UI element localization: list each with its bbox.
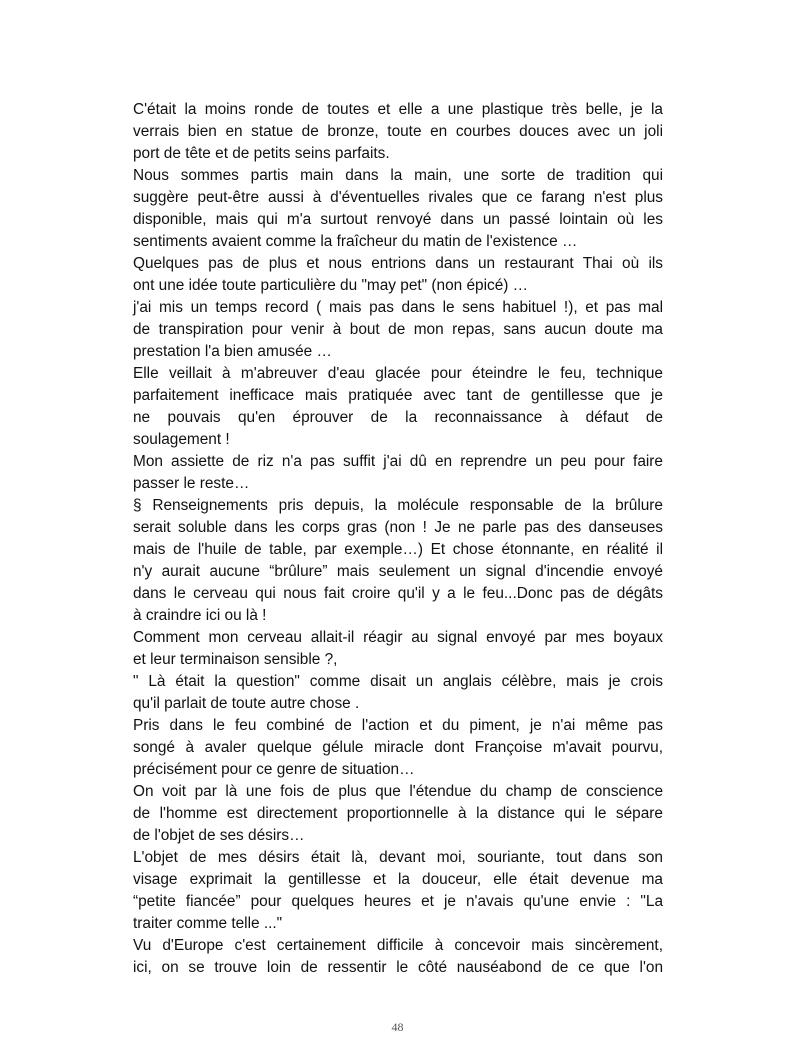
text-line: Elle veillait à m'abreuver d'eau glacée pour éteindre le feu, technique — [133, 365, 663, 382]
text-line: Pris dans le feu combiné de l'action et du piment, je n'ai même pas — [133, 717, 663, 734]
text-line: “petite fiancée” pour quelques heures et je n'avais qu'une envie : "La — [133, 893, 663, 910]
text-line: ne pouvais qu'en éprouver de la reconnaissance à défaut de — [133, 409, 663, 426]
text-line: Comment mon cerveau allait-il réagir au signal envoyé par mes boyaux — [133, 629, 663, 646]
text-line: traiter comme telle ..." — [133, 915, 283, 932]
text-line: précisément pour ce genre de situation… — [133, 761, 415, 778]
text-line: j'ai mis un temps record ( mais pas dans le sens habituel !), et pas mal — [133, 299, 663, 316]
text-line: mais de l'huile de table, par exemple…) Et chose étonnante, en réalité il — [133, 541, 663, 558]
text-line: songé à avaler quelque gélule miracle dont Françoise m'avait pourvu, — [133, 739, 663, 756]
text-line: Vu d'Europe c'est certainement difficile à concevoir mais sincèrement, — [133, 937, 663, 954]
text-line: Quelques pas de plus et nous entrions dans un restaurant Thai où ils — [133, 255, 663, 272]
text-line: parfaitement inefficace mais pratiquée avec tant de gentillesse que je — [133, 387, 663, 404]
text-line: " Là était la question" comme disait un anglais célèbre, mais je crois — [133, 673, 663, 690]
text-line: On voit par là une fois de plus que l'étendue du champ de conscience — [133, 783, 663, 800]
text-line: ici, on se trouve loin de ressentir le côté nauséabond de ce que l'on — [133, 959, 663, 976]
body-text — [133, 99, 663, 979]
text-line: verrais bien en statue de bronze, toute en courbes douces avec un joli — [133, 123, 663, 140]
text-line: de l'homme est directement proportionnelle à la distance qui le sépare — [133, 805, 663, 822]
text-line: L'objet de mes désirs était là, devant moi, souriante, tout dans son — [133, 849, 663, 866]
text-line: ont une idée toute particulière du "may pet" (non épicé) … — [133, 277, 529, 294]
text-line: passer le reste… — [133, 475, 250, 492]
text-line: port de tête et de petits seins parfaits. — [133, 145, 390, 162]
text-line: dans le cerveau qui nous fait croire qu'il y a le feu...Donc pas de dégâts — [133, 585, 663, 602]
text-line: Mon assiette de riz n'a pas suffit j'ai dû en reprendre un peu pour faire — [133, 453, 663, 470]
page-number: 48 — [391, 1020, 404, 1034]
text-line: § Renseignements pris depuis, la molécule responsable de la brûlure — [133, 497, 663, 514]
text-line: sentiments avaient comme la fraîcheur du matin de l'existence … — [133, 233, 578, 250]
text-line: soulagement ! — [133, 431, 230, 448]
text-line: serait soluble dans les corps gras (non ! Je ne parle pas des danseuses — [133, 519, 663, 536]
text-line: de l'objet de ses désirs… — [133, 827, 305, 844]
text-line: suggère peut-être aussi à d'éventuelles rivales que ce farang n'est plus — [133, 189, 663, 206]
text-line: Nous sommes partis main dans la main, une sorte de tradition qui — [133, 167, 663, 184]
text-line: de transpiration pour venir à bout de mon repas, sans aucun doute ma — [133, 321, 663, 338]
text-line: C'était la moins ronde de toutes et elle a une plastique très belle, je la — [133, 101, 663, 118]
text-line: disponible, mais qui m'a surtout renvoyé dans un passé lointain où les — [133, 211, 663, 228]
text-line: visage exprimait la gentillesse et la douceur, elle était devenue ma — [133, 871, 663, 888]
text-line: n'y aurait aucune “brûlure” mais seulement un signal d'incendie envoyé — [133, 563, 663, 580]
text-line: et leur terminaison sensible ?, — [133, 651, 338, 668]
text-line: à craindre ici ou là ! — [133, 607, 267, 624]
text-line: prestation l'a bien amusée … — [133, 343, 332, 360]
text-line: qu'il parlait de toute autre chose . — [133, 695, 360, 712]
